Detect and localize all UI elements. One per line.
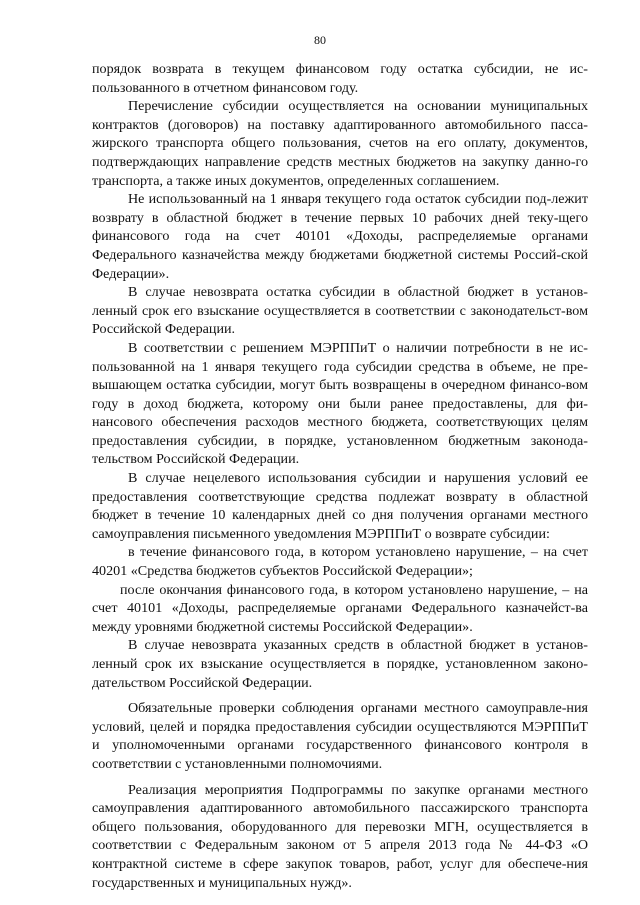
paragraph-1: порядок возврата в текущем финансовом году остатка субсидии, не ис-пользованного в отчетном финансовом году. <box>92 61 588 96</box>
cut-off-next-line <box>140 896 540 905</box>
paragraph-3: Не использованный на 1 января текущего года остаток субсидии под-лежит возврату в областной бюджет в течение первых 10 рабочих дней теку-щего финансового года на счет 40101 «Доходы, распределяемые органами Федерального казначейства между бюджетами бюджетной системы Россий-ской Федерации». <box>92 191 588 282</box>
paragraph-6: В случае нецелевого использования субсидии и нарушения условий ее предоставления соответствующие средства подлежат возврату в областной бюджет в течение 10 календарных дней со дня получения органами местного самоуправления письменного уведомления МЭРППиТ о возврате субсидии: <box>92 470 588 542</box>
paragraph-8: после окончания финансового года, в котором установлено нарушение, – на счет 40101 «Доходы, распределяемые органами Федерального казначейст-ва между уровнями бюджетной системы Российской Федерации». <box>92 581 588 635</box>
paragraph-7: в течение финансового года, в котором установлено нарушение, – на счет 40201 «Средства бюджетов субъектов Российской Федерации»; <box>92 544 588 580</box>
paragraph-10: Обязательные проверки соблюдения органами местного самоуправле-ния условий, целей и порядка предоставления субсидии осуществляются МЭРППиТ и уполномоченными органами государственного финансового контроля в соответствии с установленными полномочиями. <box>92 700 588 772</box>
paragraph-11: Реализация мероприятия Подпрограммы по закупке органами местного самоуправления адаптированного автомобильного пассажирского транспорта общего пользования, оборудованного для перевозки МГН, осуществляется в соответствии с Федеральным законом от 5 апреля 2013 года № 44-ФЗ «О контрактной системе в сфере закупок товаров, работ, услуг для обеспече-ния государственных и муниципальных нужд». <box>92 781 588 891</box>
paragraph-5: В соответствии с решением МЭРППиТ о наличии потребности в не ис-пользованной на 1 января текущего года субсидии средства в объеме, не пре-вышающем остатка субсидии, могут быть возвращены в очередном финансо-вом году в доход бюджета, которому они были ранее предоставлены, для фи-нансового обеспечения расходов местного бюджета, соответствующих целям предоставления субсидии, в порядке, установленном бюджетным законода-тельством Российской Федерации. <box>92 339 588 468</box>
paragraph-2: Перечисление субсидии осуществляется на основании муниципальных контрактов (договоров) на поставку адаптированного автомобильного пасса-жирского транспорта общего пользования, счетов на его оплату, документов, подтверждающих направление средств местных бюджетов на закупку данно-го транспорта, а также иных документов, определенных соглашением. <box>92 98 588 189</box>
page-number: 80 <box>314 33 326 47</box>
paragraph-9: В случае невозврата указанных средств в областной бюджет в установ-ленный срок их взыскание осуществляется в порядке, установленном законо-дательством Российской Федерации. <box>92 637 588 691</box>
document-body <box>92 60 588 892</box>
paragraph-4: В случае невозврата остатка субсидии в областной бюджет в установ-ленный срок его взыскание осуществляется в соответствии с законодательст-вом Российской Федерации. <box>92 284 588 338</box>
